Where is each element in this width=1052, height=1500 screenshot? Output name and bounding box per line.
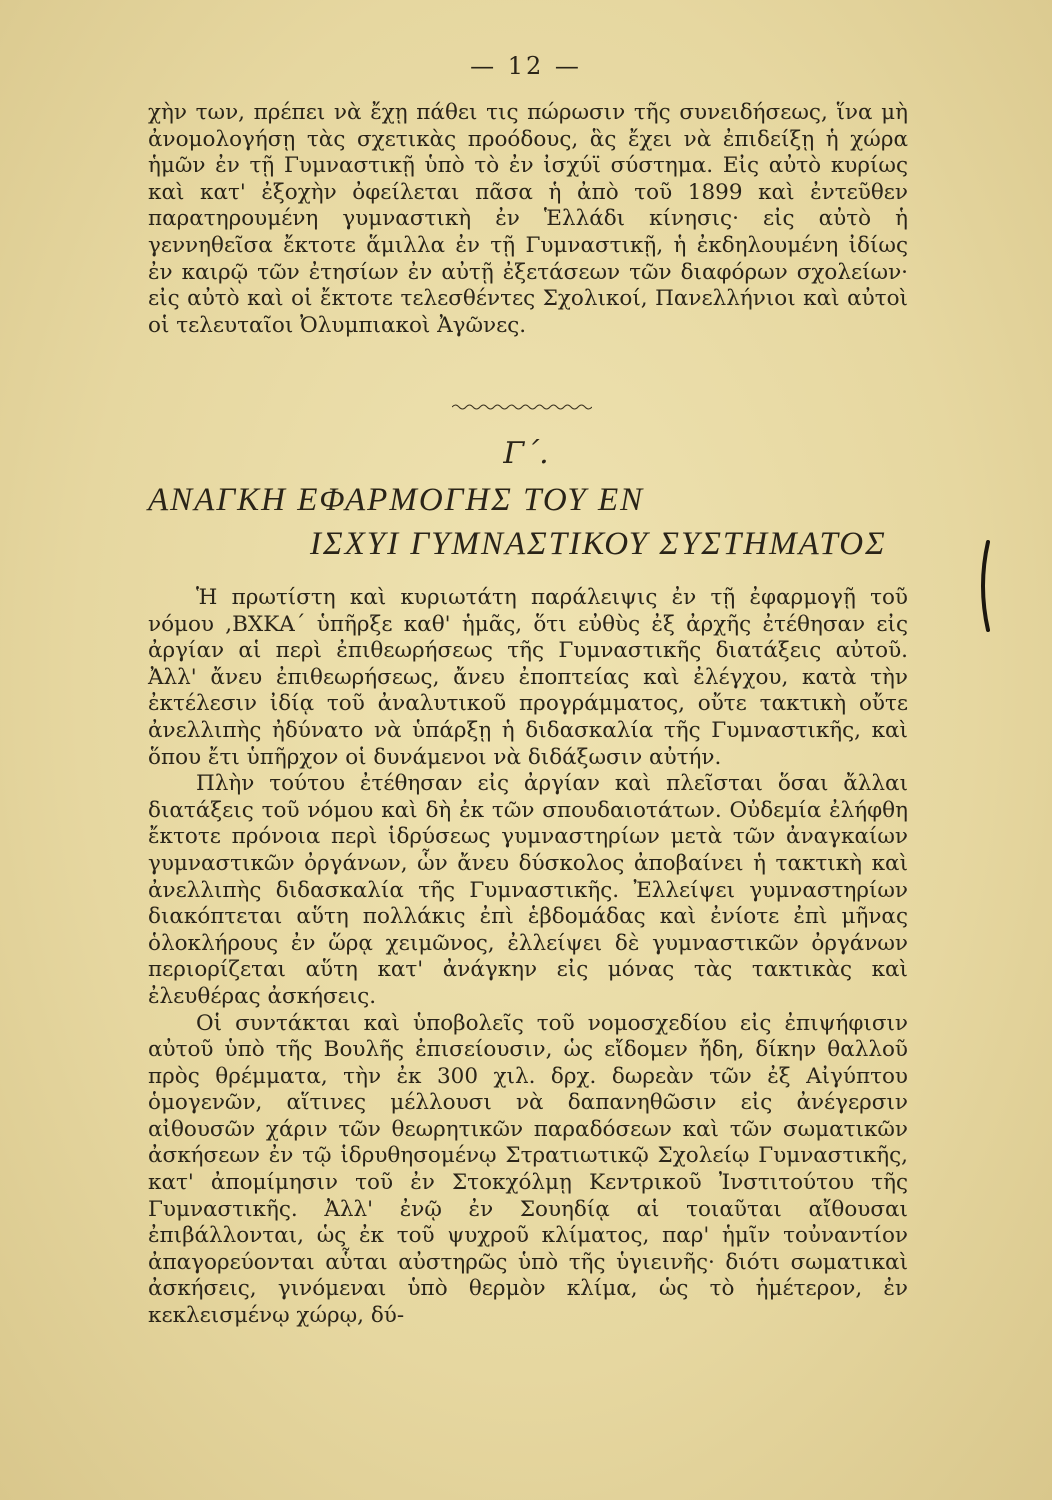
section-title-line-2: ΙΣΧΥΙ ΓΥΜΝΑΣΤΙΚΟΥ ΣΥΣΤΗΜΑΤΟΣ xyxy=(310,526,887,562)
intro-paragraph xyxy=(148,100,908,339)
section-letter: Γ΄. xyxy=(503,436,549,471)
section-paragraph: Οἱ συντάκται καὶ ὑποβολεῖς τοῦ νομοσχεδίου εἰς ἐπιψήφισιν αὐτοῦ ὑπὸ τῆς Βουλῆς ἐπισείουσιν, ὡς εἴδομεν ἤδη, δίκην θαλλοῦ πρὸς θρέμματα, τὴν ἐκ 300 χιλ. δρχ. δωρεὰν τῶν ἐξ Αἰγύπτου ὁμογενῶν, αἵτινες μέλλουσι νὰ δαπανηθῶσιν εἰς ἀνέγερσιν αἰθουσῶν χάριν τῶν θεωρητικῶν παραδόσεων καὶ τῶν σωματικῶν ἀσκήσεων ἐν τῷ ἱδρυθησομένῳ Στρατιωτικῷ Σχολείῳ Γυμναστικῆς, κατ' ἀπομίμησιν τοῦ ἐν Στοκχόλμῃ Κεντρικοῦ Ἰνστιτούτου τῆς Γυμναστικῆς. Ἀλλ' ἐνῷ ἐν Σουηδίᾳ αἱ τοιαῦται αἴθουσαι ἐπιβάλλονται, ὡς ἐκ τοῦ ψυχροῦ κλίματος, παρ' ἡμῖν τοὐναντίον ἀπαγορεύονται αὗται αὐστηρῶς ὑπὸ τῆς ὑγιεινῆς· διότι σωματικαὶ ἀσκήσεις, γινόμεναι ὑπὸ θερμὸν κλίμα, ὡς τὸ ἡμέτερον, ἐν κεκλεισμένῳ χώρῳ, δύ- xyxy=(148,1010,908,1329)
paragraph-text: χὴν των, πρέπει νὰ ἔχῃ πάθει τις πώρωσιν τῆς συνειδήσεως, ἵνα μὴ ἀνομολογήσῃ τὰς σχετικὰς προόδους, ἃς ἔχει νὰ ἐπιδείξῃ ἡ χώρα ἡμῶν ἐν τῇ Γυμναστικῇ ὑπὸ τὸ ἐν ἰσχύϊ σύστημα. Εἰς αὐτὸ κυρίως καὶ κατ' ἐξοχὴν ὀφείλεται πᾶσα ἡ ἀπὸ τοῦ 1899 καὶ ἐντεῦθεν παρατηρουμένη γυμναστικὴ ἐν Ἑλλάδι κίνησις· εἰς αὐτὸ ἡ γεννηθεῖσα ἔκτοτε ἅμιλλα ἐν τῇ Γυμναστικῇ, ἡ ἐκδηλουμένη ἰδίως ἐν καιρῷ τῶν ἐτησίων ἐν αὐτῇ ἐξετάσεων τῶν διαφόρων σχολείων· εἰς αὐτὸ καὶ οἱ ἔκτοτε τελεσθέντες Σχολικοί, Πανελλήνιοι καὶ αὐτοὶ οἱ τελευταῖοι Ὀλυμπιακοὶ Ἀγῶνες. xyxy=(148,100,908,338)
ornamental-divider xyxy=(452,402,592,412)
section-body xyxy=(148,585,908,1330)
section-paragraph: Πλὴν τούτου ἐτέθησαν εἰς ἀργίαν καὶ πλεῖσται ὅσαι ἄλλαι διατάξεις τοῦ νόμου καὶ δὴ ἐκ τῶν σπουδαιοτάτων. Οὐδεμία ἐλήφθη ἔκτοτε πρόνοια περὶ ἱδρύσεως γυμναστηρίων μετὰ τῶν ἀναγκαίων γυμναστικῶν ὀργάνων, ὧν ἄνευ δύσκολος ἀποβαίνει ἡ τακτικὴ καὶ ἀνελλιπὴς διδασκαλία τῆς Γυμναστικῆς. Ἐλλείψει γυμναστηρίων διακόπτεται αὕτη πολλάκις ἐπὶ ἑβδομάδας καὶ ἐνίοτε ἐπὶ μῆνας ὁλοκλήρους ἐν ὥρᾳ χειμῶνος, ἐλλείψει δὲ γυμναστικῶν ὀργάνων περιορίζεται αὕτη κατ' ἀνάγκην εἰς μόνας τὰς τακτικὰς καὶ ἐλευθέρας ἀσκήσεις. xyxy=(148,771,908,1009)
page-number: — 12 — xyxy=(470,52,582,80)
margin-bracket-mark xyxy=(976,540,992,632)
section-paragraph: Ἡ πρωτίστη καὶ κυριωτάτη παράλειψις ἐν τῇ ἐφαρμογῇ τοῦ νόμου ,ΒΧΚΑ΄ ὑπῆρξε καθ' ἡμᾶς, ὅτι εὐθὺς ἐξ ἀρχῆς ἐτέθησαν εἰς ἀργίαν αἱ περὶ ἐπιθεωρήσεως τῆς Γυμναστικῆς διατάξεις αὐτοῦ. Ἀλλ' ἄνευ ἐπιθεωρήσεως, ἄνευ ἐποπτείας καὶ ἐλέγχου, κατὰ τὴν ἐκτέλεσιν ἰδίᾳ τοῦ ἀναλυτικοῦ προγράμματος, οὔτε τακτικὴ οὔτε ἀνελλιπὴς ἠδύνατο νὰ ὑπάρξῃ ἡ διδασκαλία τῆς Γυμναστικῆς, καὶ ὅπου ἔτι ὑπῆρχον οἱ δυνάμενοι νὰ διδάξωσιν αὐτήν. xyxy=(148,585,908,770)
section-title-line-1: ΑΝΑΓΚΗ ΕΦΑΡΜΟΓΗΣ ΤΟΥ ΕΝ xyxy=(148,482,645,518)
